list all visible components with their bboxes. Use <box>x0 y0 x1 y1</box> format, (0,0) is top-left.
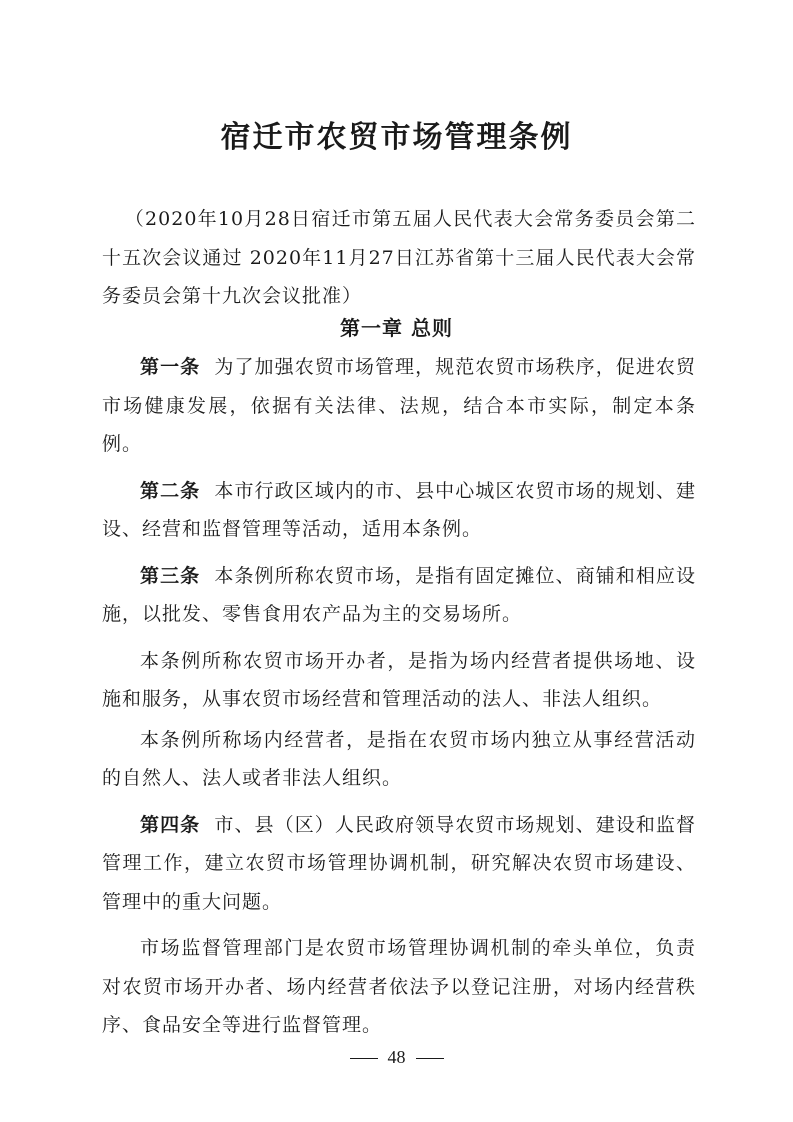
article-lead: 第四条 <box>140 813 201 836</box>
article-lead: 第二条 <box>140 479 201 502</box>
article-text: 本条例所称场内经营者，是指在农贸市场内独立从事经营活动的自然人、法人或者非法人组织。 <box>102 728 696 789</box>
article-paragraph <box>102 721 696 798</box>
page-number: 48 <box>387 1047 406 1067</box>
article-paragraph <box>102 642 696 719</box>
article-paragraph <box>102 557 696 634</box>
page-footer <box>0 1047 793 1068</box>
adoption-note: （2020年10月28日宿迁市第五届人民代表大会常务委员会第二十五次会议通过 2020年11月27日江苏省第十三届人民代表大会常务委员会第十九次会议批准） <box>102 208 696 307</box>
article-paragraph <box>102 348 696 464</box>
article-text: 本条例所称农贸市场开办者，是指为场内经营者提供场地、设施和服务，从事农贸市场经营和管理活动的法人、非法人组织。 <box>102 649 696 710</box>
article-paragraph <box>102 806 696 922</box>
document-title: 宿迁市农贸市场管理条例 <box>220 120 573 155</box>
footer-dash-right <box>416 1058 444 1059</box>
chapter-heading: 第一章 总则 <box>340 316 453 340</box>
article-lead: 第一条 <box>140 356 201 378</box>
article-text: 市场监督管理部门是农贸市场管理协调机制的牵头单位，负责对农贸市场开办者、场内经营者依法予以登记注册，对场内经营秩序、食品安全等进行监督管理。 <box>102 937 696 1036</box>
article-text: 本条例所称农贸市场，是指有固定摊位、商铺和相应设施，以批发、零售食用农产品为主的交易场所。 <box>102 564 696 625</box>
article-paragraph <box>102 929 696 1045</box>
article-text: 为了加强农贸市场管理，规范农贸市场秩序，促进农贸市场健康发展，依据有关法律、法规，结合本市实际，制定本条例。 <box>102 356 696 455</box>
articles-body <box>102 348 696 1045</box>
article-text: 本市行政区域内的市、县中心城区农贸市场的规划、建设、经营和监督管理等活动，适用本条例。 <box>102 479 696 540</box>
article-paragraph <box>102 472 696 549</box>
footer-dash-left <box>350 1058 378 1059</box>
article-text: 市、县（区）人民政府领导农贸市场规划、建设和监督管理工作，建立农贸市场管理协调机制，研究解决农贸市场建设、管理中的重大问题。 <box>102 813 696 913</box>
article-lead: 第三条 <box>140 564 201 587</box>
